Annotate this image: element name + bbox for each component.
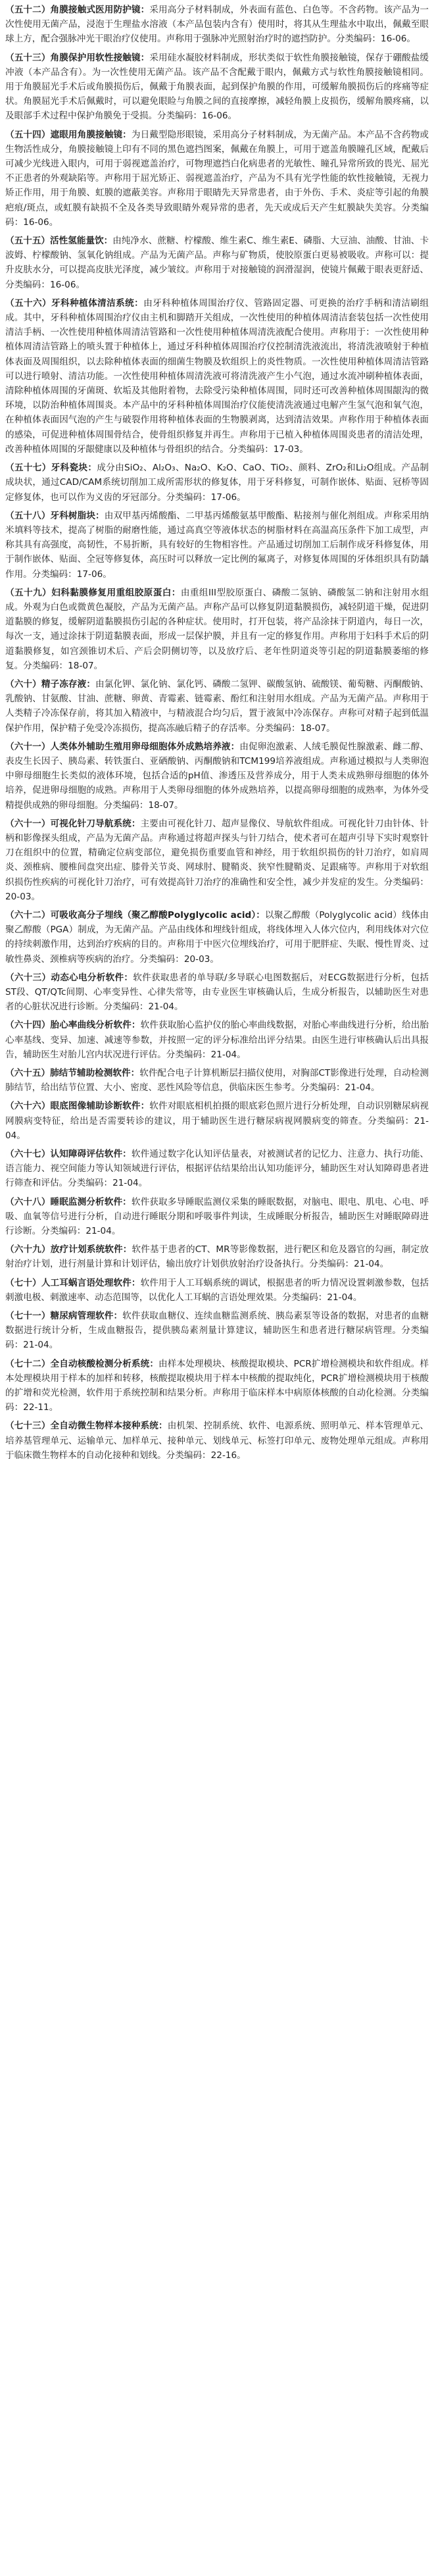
catalog-entry: [5, 461, 429, 505]
catalog-entry: [5, 1195, 429, 1239]
catalog-entry: [5, 1276, 429, 1305]
catalog-entry: [5, 740, 429, 813]
entry-heading: （六十四）胎心率曲线分析软件：: [5, 1020, 141, 1031]
entry-heading: （六十三）动态心电分析软件：: [5, 972, 133, 983]
entry-text: 软件对眼底相机拍摄的眼底彩色照片进行分析处理，自动识别糖尿病视网膜病变特征，给出是否需要转诊的建议，用于辅助医生进行糖尿病视网膜病变的筛查。分类编码：21-04。: [5, 1101, 429, 1141]
entry-heading: （五十二）角膜接触式医用防护镜：: [5, 5, 150, 15]
entry-text: 主要由可视化针刀、超声显像仪、导航软件组成。可视化针刀由针体、针柄和影像探头组成，产品为无菌产品。声称通过将超声探头与针刀结合，使术者可在超声引导下实时观察针刀在组织中的位置，精确定位病变部位，避免损伤重要血管和神经，用于软组织损伤的针刀治疗，如肩周炎、颈椎病、腰椎间盘突出症、膝骨关节炎、网球肘、腱鞘炎、狭窄性腱鞘炎、足跟痛等。声称用于对软组织损伤性疾病的可视化针刀治疗，可有效提高针刀治疗的准确性和安全性，减少并发症的发生。分类编码：20-03。: [5, 818, 429, 902]
entry-text: 软件获取血糖仪、连续血糖监测系统、胰岛素泵等设备的数据，对患者的血糖数据进行统计分析，生成血糖报告，提供胰岛素剂量计算建议，辅助医生和患者进行糖尿病管理。分类编码：21-04。: [5, 1311, 429, 1351]
entry-text: 由促卵泡激素、人绒毛膜促性腺激素、雌二醇、表皮生长因子、胰岛素、转铁蛋白、亚硒酸钠、丙酮酸钠和TCM199培养液组成。声称通过模拟与人类卵泡中卵母细胞生长类似的液体环境，包括合适的pH值、渗透压及营养成分，用于人类未成熟卵母细胞的体外培养，促进卵母细胞的成熟。声称用于人类卵母细胞的体外成熟培养，以提高卵母细胞的成熟率，为体外受精提供成熟的卵母细胞。分类编码：18-07。: [5, 741, 429, 811]
entry-heading: （六十二）可吸收高分子埋线（聚乙醇酸Polyglycolic acid）：: [5, 909, 266, 921]
entry-heading: （七十一）糖尿病管理软件：: [5, 1311, 123, 1322]
catalog-entry: [5, 234, 429, 292]
entry-heading: （七十）人工耳蜗言语处理软件：: [5, 1277, 141, 1288]
entry-text: 软件获取多导睡眠监测仪采集的睡眠数据，对脑电、眼电、肌电、心电、呼吸、血氧等信号进行分析，自动进行睡眠分期和呼吸事件判读，生成睡眠分析报告，辅助医生对睡眠障碍进行诊断。分类编码：21-04。: [5, 1196, 429, 1237]
catalog-entry: [5, 1242, 429, 1271]
entry-text: 软件基于患者的CT、MR等影像数据，进行靶区和危及器官的勾画，制定放射治疗计划，进行剂量计算和计划评估，输出放疗计划供放射治疗设备执行。分类编码：21-04。: [5, 1244, 429, 1270]
entry-heading: （五十八）牙科树脂块：: [5, 510, 105, 521]
entry-heading: （五十六）牙科种植体清洁系统：: [5, 297, 144, 309]
catalog-entry: [5, 971, 429, 1015]
entry-text: 为日戴型隐形眼镜，采用高分子材料制成，为无菌产品。本产品不含药物或生物活性成分，角膜接触镜上印有不同的黑色遮挡图案，佩戴在角膜上，可用于遮盖角膜瞳孔区域，配戴后可减少光线进入眼内，可用于弱视遮盖治疗，可物理遮挡白化病患者的光敏性、瞳孔异常所致的畏光、屈光不正患者的外观缺陷等。声称用于屈光矫正、弱视遮盖治疗，产品为不具有光学性能的软性接触镜，无视力矫正作用，用于角膜、虹膜的遮蔽美容。声称用于眼睛先天异常患者，由于外伤、手术、炎症等引起的角膜疤痕/斑点，或虹膜有缺损不全及各类导致眼睛外观异常的患者，先天或成后天产生虹膜缺失美容。分类编码：16-06。: [5, 129, 429, 228]
entry-text: 软件配合电子计算机断层扫描仪使用，对胸部CT影像进行处理，自动检测肺结节，给出结节位置、大小、密度、恶性风险等信息，供临床医生参考。分类编码：21-04。: [5, 1068, 429, 1094]
entry-heading: （六十八）睡眠监测分析软件：: [5, 1196, 132, 1207]
catalog-entry: [5, 586, 429, 673]
entry-heading: （五十四）遮眼用角膜接触镜：: [5, 129, 132, 140]
catalog-entry: [5, 908, 429, 967]
catalog-entry: [5, 1099, 429, 1143]
entry-heading: （六十一）可视化针刀导航系统：: [5, 818, 141, 829]
entry-heading: （六十）精子冻存液：: [5, 678, 96, 690]
catalog-entry: [5, 1357, 429, 1415]
catalog-entry: [5, 1419, 429, 1463]
entry-text: 由氯化钾、氯化钠、氯化钙、磷酸二氢钾、碳酸氢钠、硫酸镁、葡萄糖、丙酮酸钠、乳酸钠、甘氨酸、甘油、蔗糖、卵黄、青霉素、链霉素、酚红和注射用水组成。产品为无菌产品。声称用于人类精子冷冻保存前，将其加入精液中，与精液混合均匀后，置于液氮中冷冻保存。声称可对精子起到低温保护作用，保护精子免受冷冻损伤，提高冻融后精子的存活率。分类编码：18-07。: [5, 678, 429, 734]
entry-text: 由样本处理模块、核酸提取模块、PCR扩增检测模块和软件组成。样本处理模块用于样本的加样和转移，核酸提取模块用于样本中核酸的提取纯化，PCR扩增检测模块用于核酸的扩增和荧光检测，软件用于系统控制和结果分析。声称用于临床样本中病原体核酸的自动化检测。分类编码：22-11。: [5, 1358, 429, 1413]
entry-text: 以聚乙醇酸（Polyglycolic acid）线体由聚乙醇酸（PGA）制成，为无菌产品。产品由线体和埋线针组成，将线体埋入人体穴位内，利用线体对穴位的持续刺激作用，达到治疗疾病的目的。声称用于中医穴位埋线治疗，可用于肥胖症、失眠、慢性胃炎、过敏性鼻炎、颈椎病等疾病的治疗。分类编码：20-03。: [5, 909, 429, 965]
entry-heading: （五十九）妇科黏膜修复用重组胶原蛋白：: [5, 587, 181, 598]
entry-heading: （六十七）认知障碍评估软件：: [5, 1149, 132, 1160]
entry-text: 由纯净水、蔗糖、柠檬酸、维生素C、维生素E、磷脂、大豆油、油酸、甘油、卡波姆、柠檬酸钠、氢氧化钠组成。产品为无菌产品。声称与矿物质，使胶原蛋白更易被吸收。声称可以：提升皮肤水分，可以提高皮肤光泽度，减少皱纹。声称用于对接触镜的润滑湿润，使镜片佩戴于眼表更舒适、分类编码：16-06。: [5, 236, 429, 290]
entry-text: 软件获取胎心监护仪的胎心率曲线数据，对胎心率曲线进行分析，给出胎心率基线、变异、加速、减速等参数，并按照一定的评分标准给出评分结果。由医生进行审核确认后出具报告，辅助医生对胎儿宫内状况进行评估。分类编码：21-04。: [5, 1020, 429, 1060]
entry-heading: （六十五）肺结节辅助检测软件：: [5, 1068, 140, 1079]
entry-heading: （五十三）角膜保护用软性接触镜：: [5, 52, 150, 63]
entry-text: 由机架、控制系统、软件、电源系统、照明单元、样本管理单元、培养基管理单元、运输单元、加样单元、接种单元、划线单元、标签打印单元、废物处理单元组成。声称用于临床微生物样本的自动化接种和划线。分类编码：22-16。: [5, 1421, 429, 1461]
entry-heading: （五十五）活性氢能量饮：: [5, 236, 113, 247]
entry-text: 采用硅水凝胶材料制成，形状类似于软性角膜接触镜，保存于硼酸盐缓冲液（本产品含有）。为一次性使用无菌产品。该产品不含配戴于眼内，佩戴方式与软性角膜接触镜相同。用于角膜屈光手术后或角膜损伤后，佩戴于角膜表面，起到保护角膜的作用，可缓解角膜损伤后的疼痛等症状。角膜屈光手术后佩戴时，可以避免眼睑与角膜之间的直接摩擦，减轻角膜上皮损伤，缓解角膜疼痛，以及眼部手术过程中保护角膜免于受损。分类编码：16-06。: [5, 52, 429, 122]
catalog-entry: [5, 677, 429, 736]
entry-text: 软件用于人工耳蜗系统的调试，根据患者的听力情况设置刺激参数，包括刺激电极、刺激速率、动态范围等，以优化人工耳蜗的言语处理效果。分类编码：21-04。: [5, 1277, 429, 1303]
entry-text: 成分由SiO₂、Al₂O₃、Na₂O、K₂O、CaO、TiO₂、颜料、ZrO₂和Li₂O组成。产品制成块状，通过CAD/CAM系统切削加工成所需形状的修复体，用于牙科修复，可制作嵌体、贴面、冠桥等固定修复体，也可以作为义齿的牙冠部分。分类编码：17-06。: [5, 463, 429, 503]
catalog-entry: [5, 1018, 429, 1062]
entry-text: 软件获取患者的单导联/多导联心电图数据后，对ECG数据进行分析，包括ST段、QT/QTc间期、心率变异性、心律失常等，由专业医生审核确认后，生成分析报告，以辅助医生对患者的心脏状况进行诊断。分类编码：21-04。: [5, 972, 429, 1013]
entry-heading: （七十二）全自动核酸检测分析系统：: [5, 1358, 159, 1369]
catalog-entry: [5, 1309, 429, 1353]
entry-heading: （六十六）眼底图像辅助诊断软件：: [5, 1101, 150, 1112]
entry-heading: （七十三）全自动微生物样本接种系统：: [5, 1421, 168, 1432]
catalog-entry: [5, 51, 429, 124]
catalog-entry: [5, 128, 429, 230]
catalog-entry: [5, 3, 429, 47]
catalog-entry: [5, 1147, 429, 1191]
entry-text: 采用高分子材料制成，外表面有蓝色、白色等。不含药物。该产品为一次性使用无菌产品，浸泡于生理盐水溶液（本产品包装内含有）使用时，将其从生理盐水中取出，佩戴至眼球上方，配合强脉冲光干眼治疗仪使用。声称用于强脉冲光照射治疗时的遮挡防护。分类编码：16-06。: [5, 5, 429, 45]
entry-heading: （六十九）放疗计划系统软件：: [5, 1244, 132, 1255]
entry-text: 由重组III型胶原蛋白、磷酸二氢钠、磷酸氢二钠和注射用水组成。外观为白色或微黄色凝胶，产品为无菌产品。声称产品可以修复阴道黏膜损伤，减轻阴道干燥，促进阴道黏膜的修复，缓解阴道黏膜损伤引起的各种症状。使用时，打开包装，将产品涂抹于阴道内，每日一次，每次一支，通过涂抹于阴道黏膜表面，形成一层保护膜，并且有一定的修复作用。声称用于妇科手术后的阴道黏膜修复，如宫颈锥切术后、产后会阴侧切等，以及放疗后、老年性阴道炎等引起的阴道黏膜萎缩的修复。分类编码：18-07。: [5, 587, 429, 671]
entry-text: 由牙科种植体周围治疗仪、管路固定器、可更换的治疗手柄和清洁刷组成。其中，牙科种植体周围治疗仪由主机和脚踏开关组成，一次性使用的种植体周清洁套装包括一次性使用清洁手柄、一次性使用种植体周清洁管路和一次性使用种植体周清洗液配合使用。声称用于：一次性使用种植体周清洁管路上的喷头置于种植体上，通过牙科种植体周围治疗仪控制清洗液流出，将清洗液喷射于种植体表面及周围组织，以去除种植体表面的细菌生物膜及软组织上的炎性物质。一次性使用种植体周清洁管路可以进行喷射、清洁功能。一次性使用种植体周清洗液可将清洗液产生小气泡，通过水流冲刷种植体表面，清除种植体周围的牙菌斑、软垢及其他附着物，去除受污染种植体周围，同时还可改善种植体周围龈沟的微环境，以防治种植体周围炎。本产品中的牙科种植体周围治疗仪能使清洗液通过电解产生氢气泡和氧气泡，在种植体表面因气泡的产生与破裂作用将种植体表面的生物膜剥离，达到清洁效果。声称作用于种植体表面的感染，可促进种植体周围骨结合，使骨组织修复并再生。声称用于已植入种植体周围炎患者的清洁处理，改善种植体周围的牙龈健康以及种植体与骨组织的结合。分类编码：17-03。: [5, 297, 429, 455]
catalog-entry: [5, 296, 429, 457]
catalog-entry: [5, 509, 429, 582]
entry-heading: （六十一）人类体外辅助生殖用卵母细胞体外成熟培养液：: [5, 741, 240, 752]
entry-heading: （五十七）牙科瓷块：: [5, 463, 97, 474]
entry-text: 软件通过数字化认知评估量表，对被测试者的记忆力、注意力、执行功能、语言能力、视空间能力等认知领域进行评估，根据评估结果给出认知功能评分，辅助医生对认知障碍患者进行筛查和评估。分类编码：21-04。: [5, 1149, 429, 1189]
catalog-entry: [5, 817, 429, 904]
catalog-entry: [5, 1066, 429, 1095]
entry-text: 由双甲基丙烯酸酯、二甲基丙烯酸氨基甲酸酯、粘接剂与催化剂组成。声称采用纳米填料等技术，提高了树脂的耐磨性能，通过高真空等液体状态的树脂材料在高温高压条件下加工成型，声称其具有高强度，高韧性，不易折断，具有较好的生物相容性。产品通过切削加工后制作成牙科修复体，用于制作嵌体、贴面、全冠等修复体，高压时可以释放一定比例的氟离子，对修复体周围的牙体组织具有防龋作用。分类编码：17-06。: [5, 510, 429, 580]
